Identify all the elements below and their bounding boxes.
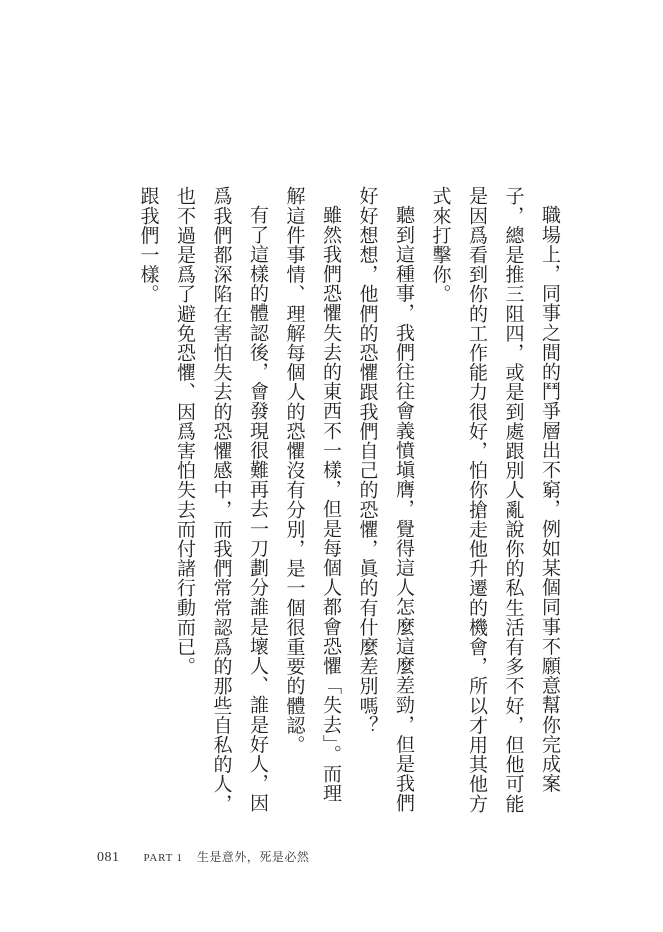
part-label: PART 1 xyxy=(143,852,183,864)
page-number: 081 xyxy=(97,850,120,865)
body-text xyxy=(130,186,568,816)
chapter-title: 生是意外，死是必然 xyxy=(196,850,310,864)
paragraph-2: 聽到這種事，我們往往會義憤塡膺，覺得這人怎麼這麼差勁，但是我們好好想想，他們的恐懼跟我們自己的恐懼，眞的有什麼差別嗎？ xyxy=(356,186,415,813)
paragraph-3: 雖然我們恐懼失去的東西不一樣，但是每個人都會恐懼「失去」。而理解這件事情、理解每個人的恐懼沒有分別，是一個很重要的體認。 xyxy=(283,186,342,804)
paragraph-4: 有了這樣的體認後，會發現很難再去一刀劃分誰是壞人、誰是好人，因爲我們都深陷在害怕失去的恐懼感中，而我們常常認爲的那些自私的人，也不過是爲了避免恐懼、因爲害怕失去而付諸行動而已。 xyxy=(174,186,269,814)
page-footer xyxy=(97,848,309,866)
paragraph-5: 跟我們一樣。 xyxy=(137,186,160,304)
paragraph-1: 職場上，同事之間的鬥爭層出不窮，例如某個同事不願意幫你完成案子，總是推三阻四，或是到處跟別人亂說你的私生活有多不好，但他可能是因爲看到你的工作能力很好，怕你搶走他升遷的機會，所以才用其他方式來打擊你。 xyxy=(429,186,561,814)
